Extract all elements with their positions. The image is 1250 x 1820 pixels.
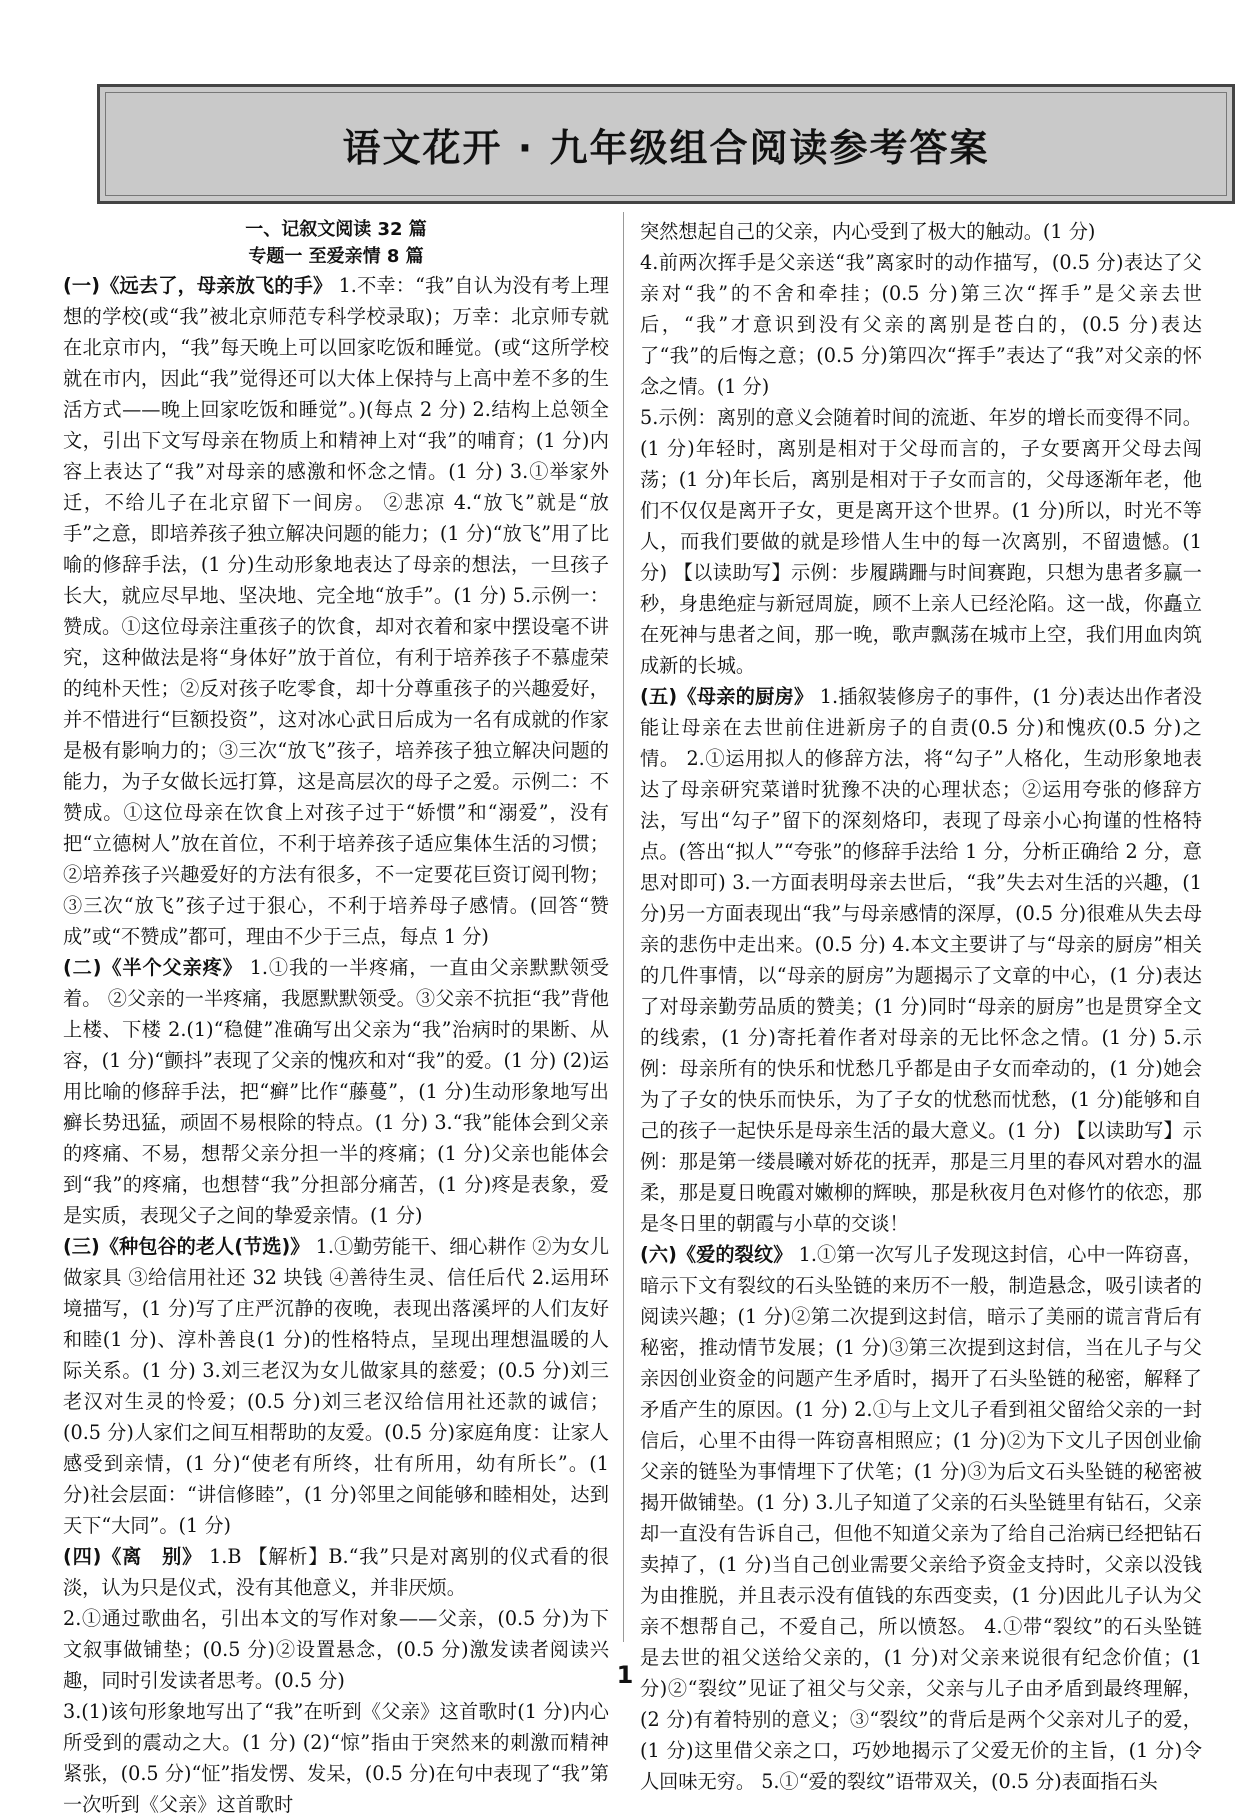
section-subtitle: 专题一 至爱亲情 8 篇 <box>248 246 424 267</box>
article-title: (一)《远去了，母亲放飞的手》 <box>63 274 333 297</box>
article-title: (三)《种包谷的老人(节选)》 <box>63 1235 310 1258</box>
page-number: 1 <box>616 1661 634 1689</box>
answer-text: 1.不幸：“我”自认为没有考上理想的学校(或“我”被北京师范专科学校录取)；万幸：北京师专就在北京市内，“我”每天晚上可以回家吃饭和睡觉。(或“这所学校就在市内，因此“我”觉得还可以大体上保持与上高中差不多的生活方式——晚上回家吃饭和睡觉”。)(每点 2 分) 2.结构上总领全文，引出下文写母亲在物质上和精神上对“我”的哺育；(1 分)内容上表达了“我”对母亲的感激和怀念之情。(1 分) 3.①举家外迁，不给儿子在北京留下一间房。 ②悲凉 4.“放飞”就是“放手”之意，即培养孩子独立解决问题的能力；(1 分)“放飞”用了比喻的修辞手法，(1 分)生动形象地表达了母亲的想法，一旦孩子长大，就应尽早地、坚决地、完全地“放手”。(1 分) 5.示例一：赞成。①这位母亲注重孩子的饮食，却对衣着和家中摆设毫不讲究，这种做法是将“身体好”放于首位，有利于培养孩子不慕虚荣的纯朴天性；②反对孩子吃零食，却十分尊重孩子的兴趣爱好，并不惜进行“巨额投资”，这对冰心武日后成为一名有成就的作家是极有影响力的；③三次“放飞”孩子，培养孩子独立解决问题的能力，为子女做长远打算，这是高层次的母子之爱。示例二：不赞成。①这位母亲在饮食上对孩子过于“娇惯”和“溺爱”，没有把“立德树人”放在首位，不利于培养孩子适应集体生活的习惯；②培养孩子兴趣爱好的方法有很多，不一定要花巨资订阅刊物；③三次“放飞”孩子过于狠心，不利于培养母子感情。(回答“赞成”或“不赞成”都可，理由不少于三点，每点 1 分) <box>63 274 609 948</box>
article-title: (六)《爱的裂纹》 <box>640 1243 793 1266</box>
answer-text: 突然想起自己的父亲，内心受到了极大的触动。(1 分) <box>640 220 1096 243</box>
answer-block-5 <box>640 681 1202 1239</box>
article-title: (二)《半个父亲疼》 <box>63 956 243 979</box>
answer-text: 1.①第一次写儿子发现这封信，心中一阵窃喜，暗示下文有裂纹的石头坠链的来历不一般，制造悬念，吸引读者的阅读兴趣；(1 分)②第二次提到这封信，暗示了美丽的谎言背后有秘密，推动情节发展；(1 分)③第三次提到这封信，当在儿子与父亲因创业资金的问题产生矛盾时，揭开了石头坠链的秘密，解释了矛盾产生的原因。(1 分) 2.①与上文儿子看到祖父留给父亲的一封信后，心里不由得一阵窃喜相照应；(1 分)②为下文儿子因创业偷父亲的链坠为事情埋下了伏笔；(1 分)③为后文石头坠链的秘密被揭开做铺垫。(1 分) 3.儿子知道了父亲的石头坠链里有钻石，父亲却一直没有告诉自己，但他不知道父亲为了给自己治病已经把钻石卖掉了，(1 分)当自己创业需要父亲给予资金支持时，父亲以没钱为由推脱，并且表示没有值钱的东西变卖，(1 分)因此儿子认为父亲不想帮自己，不爱自己，所以愤怒。 4.①带“裂纹”的石头坠链是去世的祖父送给父亲的，(1 分)对父亲来说很有纪念价值；(1 分)②“裂纹”见证了祖父与父亲，父亲与儿子由矛盾到最终理解，(2 分)有着特别的意义；③“裂纹”的背后是两个父亲对儿子的爱，(1 分)这里借父亲之口，巧妙地揭示了父爱无价的主旨，(1 分)令人回味无穷。 5.①“爱的裂纹”语带双关，(0.5 分)表面指石头 <box>640 1243 1202 1793</box>
answer-text: 5.示例：离别的意义会随着时间的流逝、年岁的增长而变得不同。(1 分)年轻时，离别是相对于父母而言的，子女要离开父母去闯荡；(1 分)年长后，离别是相对于子女而言的，父母逐渐年老，他们不仅仅是离开子女，更是离开这个世界。(1 分)所以，时光不等人，而我们要做的就是珍惜人生中的每一次离别，不留遗憾。(1 分) 【以读助写】示例：步履蹒跚与时间赛跑，只想为患者多赢一秒，身患绝症与新冠周旋，顾不上亲人已经沦陷。这一战，你矗立在死神与患者之间，那一晚，歌声飘荡在城市上空，我们用血肉筑成新的长城。 <box>640 406 1202 677</box>
article-title: (五)《母亲的厨房》 <box>640 685 814 708</box>
page-title: 语文花开 · 九年级组合阅读参考答案 <box>342 125 990 170</box>
answer-block-6 <box>640 1239 1202 1797</box>
answer-block-2 <box>63 952 609 1231</box>
title-banner <box>97 84 1235 204</box>
answer-block-3 <box>63 1231 609 1541</box>
answer-text: 2.①通过歌曲名，引出本文的写作对象——父亲，(0.5 分)为下文叙事做铺垫；(0.5 分)②设置悬念，(0.5 分)激发读者阅读兴趣，同时引发读者思考。(0.5 分) <box>63 1607 609 1692</box>
answer-text: 1.B 【解析】B.“我”只是对离别的仪式看的很淡，认为只是仪式，没有其他意义，并非厌烦。 <box>63 1545 609 1599</box>
answer-text: 3.(1)该句形象地写出了“我”在听到《父亲》这首歌时(1 分)内心所受到的震动之大。(1 分) (2)“惊”指由于突然来的刺激而精神紧张，(0.5 分)“怔”指发愣、发呆，(0.5 分)在句中表现了“我”第一次听到《父亲》这首歌时 <box>63 1700 609 1816</box>
section-title: 一、记叙文阅读 32 篇 <box>245 219 427 240</box>
answer-block-4 <box>63 1541 609 1603</box>
answer-text: 1.插叙装修房子的事件，(1 分)表达出作者没能让母亲在去世前住进新房子的自责(0.5 分)和愧疚(0.5 分)之情。 2.①运用拟人的修辞方法，将“勾子”人格化，生动形象地表达了母亲研究菜谱时犹豫不决的心理状态；②运用夸张的修辞方法，写出“勾子”留下的深刻烙印，表现了母亲小心拘谨的性格特点。(答出“拟人”“夸张”的修辞手法给 1 分，分析正确给 2 分，意思对即可) 3.一方面表明母亲去世后，“我”失去对生活的兴趣，(1 分)另一方面表现出“我”与母亲感情的深厚，(0.5 分)很难从失去母亲的悲伤中走出来。(0.5 分) 4.本文主要讲了与“母亲的厨房”相关的几件事情，以“母亲的厨房”为题揭示了文章的中心，(1 分)表达了对母亲勤劳品质的赞美；(1 分)同时“母亲的厨房”也是贯穿全文的线索，(1 分)寄托着作者对母亲的无比怀念之情。(1 分) 5.示例：母亲所有的快乐和忧愁几乎都是由子女而牵动的，(1 分)她会为了子女的快乐而快乐，为了子女的忧愁而忧愁，(1 分)能够和自己的孩子一起快乐是母亲生活的最大意义。(1 分) 【以读助写】示例：那是第一缕晨曦对娇花的抚弄，那是三月里的春风对碧水的温柔，那是夏日晚霞对嫩柳的辉映，那是秋夜月色对修竹的依恋，那是冬日里的朝霞与小草的交谈！ <box>640 685 1202 1235</box>
answer-text: 1.①勤劳能干、细心耕作 ②为女儿做家具 ③给信用社还 32 块钱 ④善待生灵、信任后代 2.运用环境描写，(1 分)写了庄严沉静的夜晚，表现出落溪坪的人们友好和睦(1 分)、淳朴善良(1 分)的性格特点，呈现出理想温暖的人际关系。(1 分) 3.刘三老汉为女儿做家具的慈爱；(0.5 分)刘三老汉对生灵的怜爱；(0.5 分)刘三老汉给信用社还款的诚信；(0.5 分)人家们之间互相帮助的友爱。(0.5 分)家庭角度：让家人感受到亲情，(1 分)“使老有所终，壮有所用，幼有所长”。(1 分)社会层面：“讲信修睦”，(1 分)邻里之间能够和睦相处，达到天下“大同”。(1 分) <box>63 1235 610 1537</box>
right-column <box>640 216 1202 1793</box>
article-title: (四)《离 别》 <box>63 1545 203 1568</box>
left-column <box>63 216 610 1816</box>
column-divider <box>623 212 624 1642</box>
answer-block-1 <box>63 270 609 952</box>
answer-text: 4.前两次挥手是父亲送“我”离家时的动作描写，(0.5 分)表达了父亲对“我”的不舍和牵挂；(0.5 分)第三次“挥手”是父亲去世后，“我”才意识到没有父亲的离别是苍白的，(0.5 分)表达了“我”的后悔之意；(0.5 分)第四次“挥手”表达了“我”对父亲的怀念之情。(1 分) <box>640 251 1202 398</box>
answer-text: 1.①我的一半疼痛，一直由父亲默默领受着。 ②父亲的一半疼痛，我愿默默领受。③父亲不抗拒“我”背他上楼、下楼 2.(1)“稳健”准确写出父亲为“我”治病时的果断、从容，(1 分)“颤抖”表现了父亲的愧疚和对“我”的爱。(1 分) (2)运用比喻的修辞手法，把“癣”比作“藤蔓”，(1 分)生动形象地写出癣长势迅猛，顽固不易根除的特点。(1 分) 3.“我”能体会到父亲的疼痛、不易，想帮父亲分担一半的疼痛；(1 分)父亲也能体会到“我”的疼痛，也想替“我”分担部分痛苦，(1 分)疼是表象，爱是实质，表现父子之间的挚爱亲情。(1 分) <box>63 956 610 1227</box>
